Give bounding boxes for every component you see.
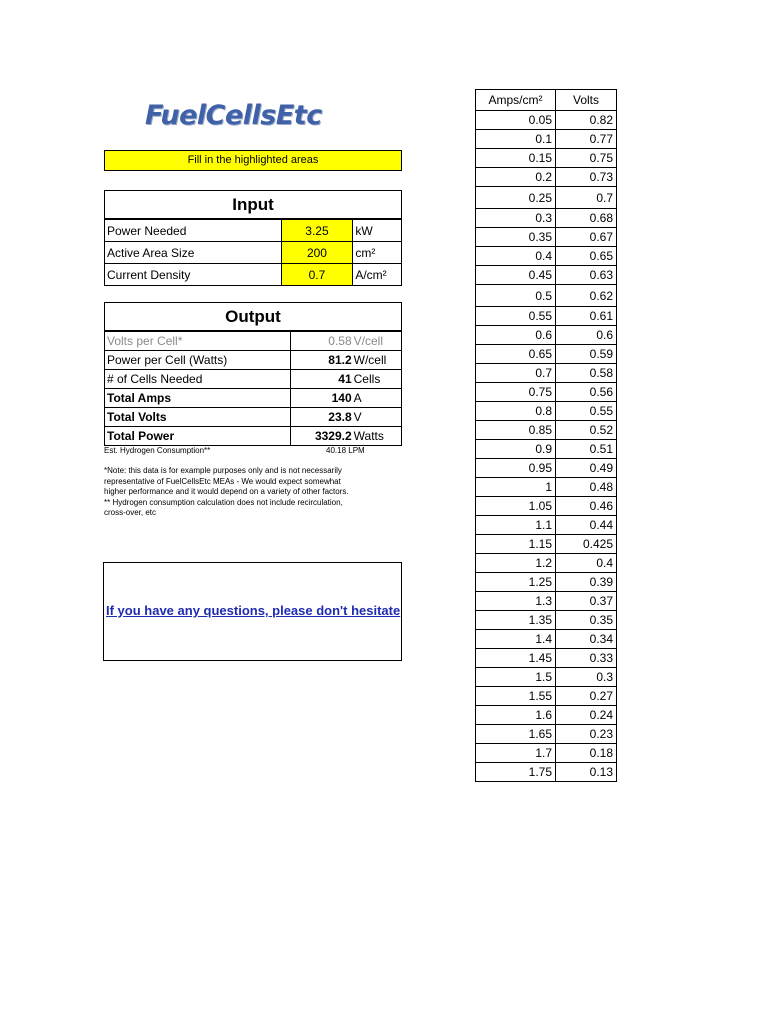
volts-cell: 0.46 (556, 497, 617, 516)
table-row (476, 383, 617, 402)
input-row-area (105, 242, 402, 264)
volts-cell: 0.27 (556, 687, 617, 706)
output-row (105, 370, 402, 389)
amps-cell: 0.1 (476, 130, 556, 149)
output-unit: Cells (353, 370, 402, 389)
input-label: Power Needed (105, 219, 282, 242)
output-unit: A (353, 389, 402, 408)
volts-cell: 0.77 (556, 130, 617, 149)
fuelcellsetc-logo: FuelCellsEtc (145, 100, 322, 131)
input-label: Current Density (105, 264, 282, 286)
volts-cell: 0.51 (556, 440, 617, 459)
table-row (476, 421, 617, 440)
table-row (476, 535, 617, 554)
amps-cell: 1.15 (476, 535, 556, 554)
amps-cell: 1.55 (476, 687, 556, 706)
output-row (105, 331, 402, 351)
volts-cell: 0.39 (556, 573, 617, 592)
polarization-table (475, 89, 617, 782)
volts-cell: 0.48 (556, 478, 617, 497)
amps-cell: 1.05 (476, 497, 556, 516)
amps-cell: 1.2 (476, 554, 556, 573)
volts-cell: 0.23 (556, 725, 617, 744)
input-unit: A/cm² (353, 264, 402, 286)
table-row (476, 149, 617, 168)
amps-cell: 0.95 (476, 459, 556, 478)
volts-cell: 0.6 (556, 326, 617, 345)
note-line: higher performance and it would depend on a variety of other factors. (104, 487, 349, 496)
amps-cell: 0.5 (476, 285, 556, 307)
table-row (476, 130, 617, 149)
table-row (476, 687, 617, 706)
table-row (476, 459, 617, 478)
table-row (476, 668, 617, 687)
table-row (476, 345, 617, 364)
amps-cell: 0.05 (476, 111, 556, 130)
amps-cell: 0.85 (476, 421, 556, 440)
volts-cell: 0.75 (556, 149, 617, 168)
table-row (476, 402, 617, 421)
table-row (476, 573, 617, 592)
table-row (476, 725, 617, 744)
amps-cell: 0.8 (476, 402, 556, 421)
table-row (476, 440, 617, 459)
output-unit: Watts (353, 427, 402, 446)
column-header-volts: Volts (556, 90, 617, 111)
output-row (105, 389, 402, 408)
table-row (476, 228, 617, 247)
contact-link[interactable]: If you have any questions, please don't hesitate (106, 603, 401, 618)
note-line: ** Hydrogen consumption calculation does not include recirculation, (104, 497, 343, 507)
table-row (476, 706, 617, 725)
output-label: Total Volts (105, 408, 291, 427)
amps-cell: 1.5 (476, 668, 556, 687)
volts-cell: 0.24 (556, 706, 617, 725)
amps-cell: 0.55 (476, 307, 556, 326)
table-row (476, 763, 617, 782)
amps-cell: 0.3 (476, 209, 556, 228)
volts-cell: 0.68 (556, 209, 617, 228)
volts-cell: 0.7 (556, 187, 617, 209)
amps-cell: 1.25 (476, 573, 556, 592)
volts-cell: 0.35 (556, 611, 617, 630)
amps-cell: 0.7 (476, 364, 556, 383)
table-row (476, 307, 617, 326)
amps-cell: 1.35 (476, 611, 556, 630)
amps-cell: 1 (476, 478, 556, 497)
amps-cell: 0.25 (476, 187, 556, 209)
note-line: representative of FuelCellsEtc MEAs - We would expect somewhat (104, 476, 341, 486)
output-value: 140 (290, 389, 352, 408)
note-line: cross-over, etc (104, 508, 157, 517)
table-header-row (476, 90, 617, 111)
output-value: 3329.2 (290, 427, 352, 446)
amps-cell: 1.7 (476, 744, 556, 763)
output-title: Output (105, 303, 402, 332)
volts-cell: 0.61 (556, 307, 617, 326)
output-row (105, 408, 402, 427)
amps-cell: 0.2 (476, 168, 556, 187)
table-row (476, 649, 617, 668)
output-value: 81.2 (290, 351, 352, 370)
table-row (476, 285, 617, 307)
output-label: # of Cells Needed (105, 370, 291, 389)
amps-cell: 0.65 (476, 345, 556, 364)
output-row (105, 427, 402, 446)
input-label: Active Area Size (105, 242, 282, 264)
table-row (476, 111, 617, 130)
amps-cell: 1.65 (476, 725, 556, 744)
table-row (476, 744, 617, 763)
amps-cell: 1.3 (476, 592, 556, 611)
active-area-input[interactable]: 200 (281, 242, 353, 264)
volts-cell: 0.62 (556, 285, 617, 307)
amps-cell: 0.9 (476, 440, 556, 459)
hydrogen-value: 40.18 LPM (326, 446, 365, 455)
volts-cell: 0.44 (556, 516, 617, 535)
output-label: Total Amps (105, 389, 291, 408)
column-header-amps: Amps/cm² (476, 90, 556, 111)
input-unit: kW (353, 219, 402, 242)
power-needed-input[interactable]: 3.25 (281, 219, 353, 242)
instruction-banner: Fill in the highlighted areas (104, 150, 402, 171)
input-unit: cm² (353, 242, 402, 264)
amps-cell: 0.15 (476, 149, 556, 168)
output-unit: V (353, 408, 402, 427)
volts-cell: 0.3 (556, 668, 617, 687)
output-value: 0.58 (290, 331, 352, 351)
amps-cell: 1.6 (476, 706, 556, 725)
volts-cell: 0.82 (556, 111, 617, 130)
table-row (476, 266, 617, 285)
volts-cell: 0.67 (556, 228, 617, 247)
amps-cell: 1.45 (476, 649, 556, 668)
volts-cell: 0.18 (556, 744, 617, 763)
amps-cell: 0.4 (476, 247, 556, 266)
table-row (476, 478, 617, 497)
amps-cell: 0.45 (476, 266, 556, 285)
input-row-density (105, 264, 402, 286)
table-body (476, 111, 617, 782)
output-table (104, 302, 402, 446)
contact-box (103, 562, 402, 661)
volts-cell: 0.52 (556, 421, 617, 440)
volts-cell: 0.13 (556, 763, 617, 782)
table-row (476, 187, 617, 209)
amps-cell: 0.35 (476, 228, 556, 247)
input-title: Input (105, 191, 402, 220)
amps-cell: 1.1 (476, 516, 556, 535)
table-row (476, 364, 617, 383)
table-row (476, 592, 617, 611)
volts-cell: 0.73 (556, 168, 617, 187)
table-row (476, 516, 617, 535)
volts-cell: 0.56 (556, 383, 617, 402)
input-table (104, 190, 402, 286)
input-row-power (105, 219, 402, 242)
hydrogen-consumption (104, 446, 400, 455)
volts-cell: 0.59 (556, 345, 617, 364)
disclaimer-note (104, 466, 400, 519)
volts-cell: 0.4 (556, 554, 617, 573)
volts-cell: 0.58 (556, 364, 617, 383)
table-row (476, 554, 617, 573)
volts-cell: 0.63 (556, 266, 617, 285)
volts-cell: 0.49 (556, 459, 617, 478)
amps-cell: 1.75 (476, 763, 556, 782)
volts-cell: 0.425 (556, 535, 617, 554)
current-density-input[interactable]: 0.7 (281, 264, 353, 286)
volts-cell: 0.65 (556, 247, 617, 266)
volts-cell: 0.55 (556, 402, 617, 421)
hydrogen-label: Est. Hydrogen Consumption** (104, 446, 211, 455)
output-value: 41 (290, 370, 352, 389)
output-unit: V/cell (353, 331, 402, 351)
table-row (476, 497, 617, 516)
table-row (476, 209, 617, 228)
amps-cell: 0.75 (476, 383, 556, 402)
table-row (476, 247, 617, 266)
table-row (476, 168, 617, 187)
volts-cell: 0.34 (556, 630, 617, 649)
volts-cell: 0.37 (556, 592, 617, 611)
output-label: Total Power (105, 427, 291, 446)
output-label: Power per Cell (Watts) (105, 351, 291, 370)
table-row (476, 611, 617, 630)
note-line: *Note: this data is for example purposes only and is not necessarily (104, 466, 342, 475)
amps-cell: 0.6 (476, 326, 556, 345)
volts-cell: 0.33 (556, 649, 617, 668)
amps-cell: 1.4 (476, 630, 556, 649)
output-label: Volts per Cell* (105, 331, 291, 351)
table-row (476, 326, 617, 345)
output-unit: W/cell (353, 351, 402, 370)
output-row (105, 351, 402, 370)
table-row (476, 630, 617, 649)
output-value: 23.8 (290, 408, 352, 427)
